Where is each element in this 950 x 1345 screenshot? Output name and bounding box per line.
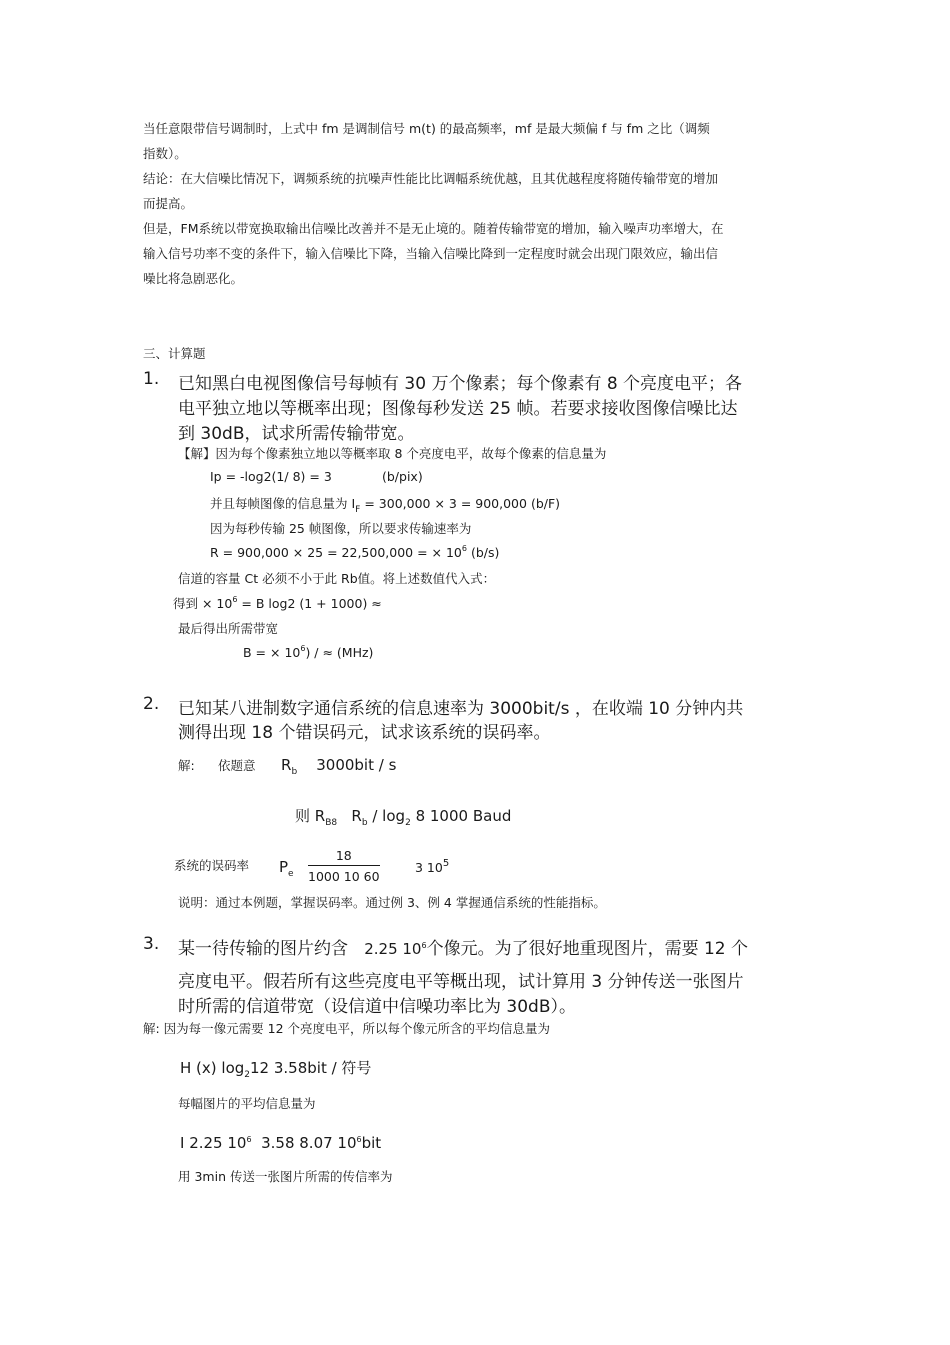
intro-p1-line2: 指数）。 <box>143 146 187 161</box>
q3-info-equation: I 2.25 $10^6$ 3.58 8.07 $10^6bit$ <box>180 1134 382 1152</box>
q3-line2: 亮度电平。假若所有这些亮度电平等概出现，试计算用 3 分钟传送一张图片 <box>178 972 744 992</box>
intro-p3-line2: 输入信号功率不变的条件下，输入信噪比下降，当输入信噪比降到一定程度时就会出现门限效应，输出信 <box>143 246 719 261</box>
q1-capacity-text: 信道的容量 Ct 必须不小于此 Rb值。将上述数值代入式： <box>178 571 496 586</box>
q2-baud-equation: 则 $R_{B8}$ $R_b / \log_2 8$ 1000 Baud <box>295 807 512 828</box>
q3-hx-equation: H (x) $\log_212$ 3.58bit / 符号 <box>180 1059 372 1080</box>
q3-last-line: 用 3min 传送一张图片所需的传信率为 <box>178 1169 393 1184</box>
q1-frame-info: 并且每帧图像的信息量为 $I_F = 300,000 \times 3 = 900,000$ (b/F) <box>210 496 561 515</box>
q1-ip-equation: Ip = -log2(1/ 8) = 3 <box>210 469 332 484</box>
q1-line2: 电平独立地以等概率出现；图像每秒发送 25 帧。若要求接收图像信噪比达 <box>178 399 738 419</box>
q2-number: 2. <box>143 694 160 714</box>
q3-line3: 时所需的信道带宽（设信道中信噪功率比为 30dB）。 <box>178 997 576 1017</box>
q1-final-text: 最后得出所需带宽 <box>178 621 279 636</box>
q2-pe-label: 系统的误码率 <box>174 858 250 873</box>
intro-p3-line3: 噪比将急剧恶化。 <box>143 271 244 286</box>
q3-number: 3. <box>143 934 160 954</box>
q1-rate-equation: R = 900,000 × 25 = 22,500,000 = × $10^6$ (b/s) <box>210 544 500 560</box>
q2-pe-symbol: $P_e$ <box>279 858 294 879</box>
q2-note: 说明：通过本例题，掌握误码率。通过例 3、例 4 掌握通信系统的性能指标。 <box>178 895 606 910</box>
q1-bandwidth-equation: B = × $10^6$) / ≈ (MHz) <box>243 644 374 660</box>
intro-p2-line1: 结论：在大信噪比情况下，调频系统的抗噪声性能比比调幅系统优越，且其优越程度将随传输带宽的增加 <box>143 171 719 186</box>
q2-pe-fraction <box>308 848 380 884</box>
q2-line2: 测得出现 18 个错误码元，试求该系统的误码率。 <box>178 723 551 743</box>
q3-avg-text: 每幅图片的平均信息量为 <box>178 1096 316 1111</box>
q2-line1: 已知某八进制数字通信系统的信息速率为 3000bit/s ，在收端 10 分钟内共 <box>178 699 744 719</box>
q2-solution-text: 依题意 <box>218 758 256 773</box>
q1-line3: 到 30dB，试求所需传输带宽。 <box>178 424 415 444</box>
q1-number: 1. <box>143 369 160 389</box>
q3-solution: 解: 因为每一像元需要 12 个亮度电平，所以每个像元所含的平均信息量为 <box>143 1021 551 1036</box>
q2-solution-label: 解: <box>178 758 195 773</box>
q2-pe-result: 3 $10^5$ <box>415 858 450 875</box>
q1-line1: 已知黑白电视图像信号每帧有 30 万个像素；每个像素有 8 个亮度电平；各 <box>178 374 743 394</box>
q3-line1: 某一待传输的图片约含 2.25 $10^6$个像元。为了很好地重现图片，需要 12 个 <box>178 939 749 959</box>
q2-rb-equation: $R_b$ 3000bit / s <box>281 756 397 777</box>
q1-shannon-equation: 得到 × $10^6 = B$ log2 (1 + 1000) ≈ <box>173 595 382 611</box>
q1-rate-text: 因为每秒传输 25 帧图像，所以要求传输速率为 <box>210 521 472 536</box>
intro-p1-line1: 当任意限带信号调制时，上式中 fm 是调制信号 m(t) 的最高频率，mf 是最大频偏 f 与 fm 之比（调频 <box>143 121 710 136</box>
q2-pe-denominator: 1000 10 60 <box>308 869 380 884</box>
q1-ip-unit: (b/pix) <box>382 469 423 484</box>
q2-pe-numerator: 18 <box>308 848 380 866</box>
intro-p2-line2: 而提高。 <box>143 196 194 211</box>
intro-p3-line1: 但是，FM系统以带宽换取输出信噪比改善并不是无止境的。随着传输带宽的增加，输入噪声功率增大，在 <box>143 221 724 236</box>
section-title: 三、计算题 <box>143 346 206 361</box>
q1-solution-intro: 【解】因为每个像素独立地以等概率取 8 个亮度电平，故每个像素的信息量为 <box>178 446 607 461</box>
